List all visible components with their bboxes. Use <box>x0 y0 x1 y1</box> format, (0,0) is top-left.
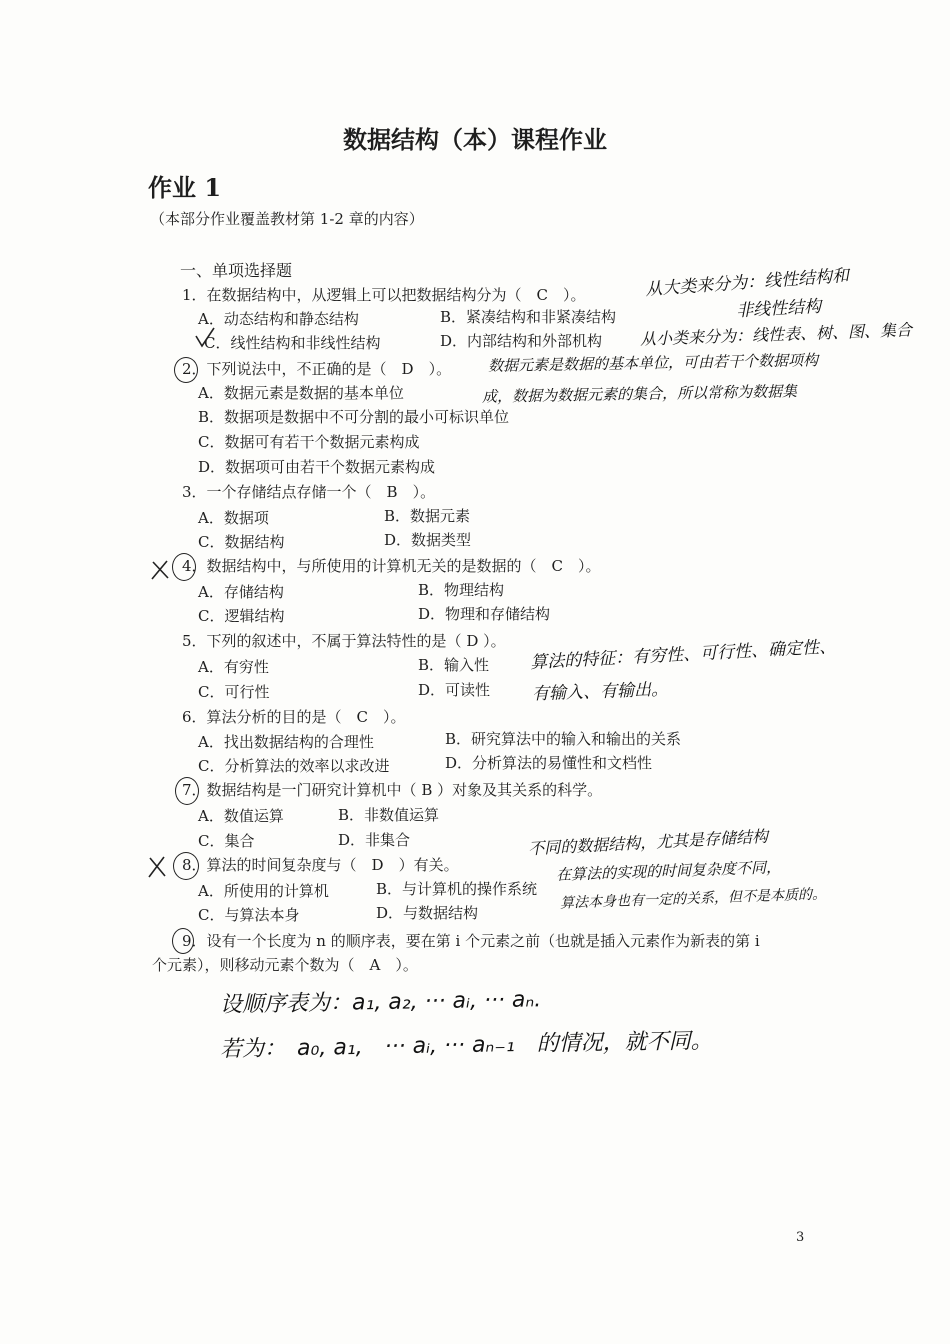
annotation-q1-line1: 从大类来分为：线性结构和 <box>644 265 850 301</box>
question-2-option-a: A．数据元素是数据的基本单位 <box>198 384 404 402</box>
annotation-q2-line2: 成，数据为数据元素的集合，所以常称为数据集 <box>481 382 798 406</box>
question-7-option-c: C．集合 <box>198 832 255 850</box>
question-8-option-a: A．所使用的计算机 <box>198 882 329 900</box>
question-4-option-a: A．存储结构 <box>198 583 284 601</box>
question-1-option-c: C．线性结构和非线性结构 <box>204 334 381 352</box>
annotation-q5-line1: 算法的特征：有穷性、可行性、确定性、 <box>529 637 837 673</box>
question-5-option-d: D．可读性 <box>418 681 491 699</box>
question-4-cross-mark <box>152 561 168 579</box>
question-7-option-d: D．非集合 <box>338 831 411 849</box>
question-3-stem: 3．一个存储结点存储一个（ B ）。 <box>182 483 436 501</box>
page-number: 3 <box>796 1230 805 1245</box>
question-7-stem: 7．数据结构是一门研究计算机中（ B ）对象及其关系的科学。 <box>182 781 603 799</box>
question-1-stem: 1．在数据结构中，从逻辑上可以把数据结构分为（ C ）。 <box>182 286 586 304</box>
question-5-stem: 5．下列的叙述中，不属于算法特性的是（ D ）。 <box>182 632 506 650</box>
question-7-option-a: A．数值运算 <box>198 807 284 825</box>
coverage-note: （本部分作业覆盖教材第 1-2 章的内容） <box>150 210 424 228</box>
question-1-option-b: B．紧凑结构和非紧凑结构 <box>440 308 617 326</box>
question-2-option-d: D．数据项可由若干个数据元素构成 <box>198 458 436 476</box>
annotation-q5-line2: 有输入、有输出。 <box>531 679 669 705</box>
question-4-option-b: B．物理结构 <box>418 581 505 599</box>
question-5-option-c: C．可行性 <box>198 683 270 701</box>
question-3-option-c: C．数据结构 <box>198 533 285 551</box>
annotation-q9-line2: 若为： a₀, a₁, ··· aᵢ, ··· aₙ₋₁ 的情况，就不同。 <box>219 1028 713 1063</box>
question-6-option-b: B．研究算法中的输入和输出的关系 <box>445 730 682 748</box>
question-8-option-c: C．与算法本身 <box>198 906 300 924</box>
annotation-q2-line1: 数据元素是数据的基本单位，可由若干个数据项构 <box>487 351 819 375</box>
question-6-option-a: A．找出数据结构的合理性 <box>198 733 374 751</box>
section-heading: 一、单项选择题 <box>180 261 293 280</box>
question-9-stem: 9．设有一个长度为 n 的顺序表，要在第 i 个元素之前（也就是插入元素作为新表的第 i <box>182 932 760 950</box>
question-2-stem: 2．下列说法中，不正确的是（ D ）。 <box>182 360 452 378</box>
question-3-option-b: B．数据元素 <box>384 507 471 525</box>
question-1-check-mark <box>196 328 214 346</box>
annotation-q8-line1: 不同的数据结构，尤其是存储结构 <box>527 826 769 859</box>
question-4-stem: 4．数据结构中，与所使用的计算机无关的是数据的（ C ）。 <box>182 557 601 575</box>
question-6-option-c: C．分析算法的效率以求改进 <box>198 757 390 775</box>
question-8-option-b: B．与计算机的操作系统 <box>376 880 538 898</box>
question-1-option-a: A．动态结构和静态结构 <box>198 310 359 328</box>
question-4-option-c: C．逻辑结构 <box>198 607 285 625</box>
question-2-option-b: B．数据项是数据中不可分割的最小可标识单位 <box>198 408 510 426</box>
question-7-option-b: B．非数值运算 <box>338 806 440 824</box>
question-3-option-d: D．数据类型 <box>384 531 472 549</box>
homework-heading: 作业 1 <box>148 173 222 202</box>
question-8-option-d: D．与数据结构 <box>376 904 479 922</box>
annotation-q8-line2: 在算法的实现的时间复杂度不同， <box>555 858 782 884</box>
document-title: 数据结构（本）课程作业 <box>343 125 607 154</box>
annotation-q8-line3: 算法本身也有一定的关系，但不是本质的。 <box>559 886 827 912</box>
annotation-q1-line2: 非线性结构 <box>735 296 822 322</box>
question-1-option-d: D．内部结构和外部机构 <box>440 332 603 350</box>
question-6-option-d: D．分析算法的易懂性和文档性 <box>445 754 653 772</box>
annotation-q9-line1: 设顺序表为：a₁, a₂, ··· aᵢ, ··· aₙ. <box>219 987 542 1018</box>
annotation-q1-line3: 从小类来分为：线性表、树、图、集合 <box>639 320 913 349</box>
question-5-option-b: B．输入性 <box>418 656 490 674</box>
question-4-option-d: D．物理和存储结构 <box>418 605 551 623</box>
question-9-stem-continued: 个元素），则移动元素个数为（ A ）。 <box>152 956 418 974</box>
question-8-cross-mark <box>149 857 165 877</box>
question-2-option-c: C．数据可有若干个数据元素构成 <box>198 433 420 451</box>
question-5-option-a: A．有穷性 <box>198 658 269 676</box>
question-8-stem: 8．算法的时间复杂度与（ D ）有关。 <box>182 856 459 874</box>
question-3-option-a: A．数据项 <box>198 509 269 527</box>
question-6-stem: 6．算法分析的目的是（ C ）。 <box>182 708 406 726</box>
